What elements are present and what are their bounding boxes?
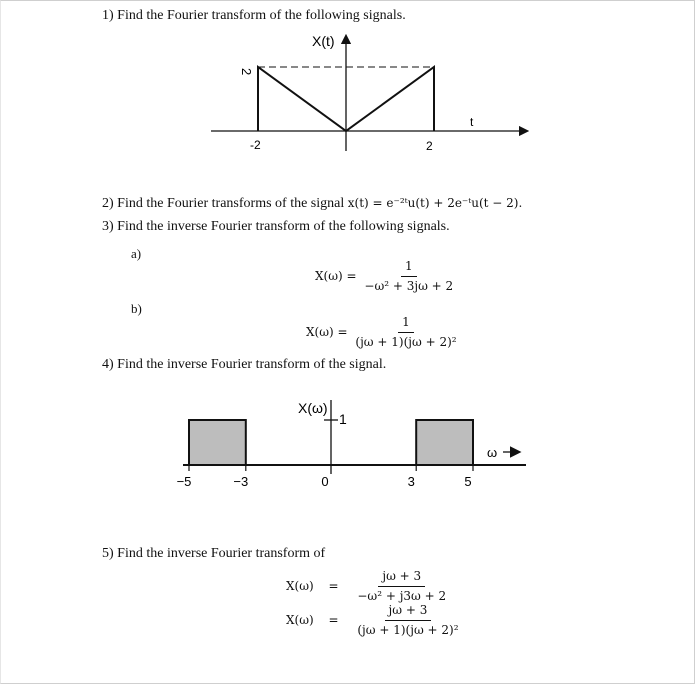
omega-tick-label: 5 [464, 474, 472, 489]
formula-3b-lhs: X(ω) = [306, 325, 348, 339]
y-axis-label: X(t) [312, 33, 335, 49]
formula-3a-numerator: 1 [401, 259, 417, 277]
formula-3a [315, 259, 457, 294]
formula-5-1 [286, 569, 450, 604]
formula-3a-fraction [360, 259, 457, 294]
formula-5-1-equals: = [328, 579, 339, 593]
question-1 [102, 8, 406, 24]
formula-5-2-equals: = [328, 613, 339, 627]
omega-axis-label: ω [487, 445, 498, 460]
omega-tick-label: −3 [233, 474, 249, 489]
omega-tick-label: 0 [321, 474, 329, 489]
question-3-number: 3) [102, 219, 114, 234]
question-3 [102, 219, 450, 235]
formula-3b [306, 315, 461, 350]
omega-tick-label: 3 [407, 474, 415, 489]
formula-3a-lhs: X(ω) = [315, 269, 357, 283]
question-2 [102, 196, 522, 212]
formula-5-2-numerator: jω + 3 [385, 603, 432, 621]
formula-3b-denominator: (jω + 1)(jω + 2)² [355, 335, 457, 349]
part-b-label: b) [131, 301, 142, 316]
signal-graph-xt [206, 31, 531, 156]
formula-5-1-numerator: jω + 3 [378, 569, 425, 587]
formula-5-1-denominator: −ω² + j3ω + 2 [357, 589, 447, 603]
vertical-axis-label: X(ω) [298, 400, 328, 416]
question-1-text: Find the Fourier transform of the following signals. [117, 8, 406, 23]
question-4-text: Find the inverse Fourier transform of the signal. [117, 357, 387, 372]
question-2-number: 2) [102, 196, 114, 211]
formula-3a-denominator: −ω² + 3jω + 2 [364, 279, 454, 293]
question-1-number: 1) [102, 8, 114, 23]
question-4 [102, 357, 386, 373]
question-2-formula: x(t) = e⁻²ᵗu(t) + 2e⁻ᵗu(t − 2). [347, 196, 523, 210]
x-tick-label-neg2: -2 [250, 138, 261, 152]
formula-5-2 [286, 603, 463, 638]
formula-5-2-fraction [353, 603, 462, 638]
formula-5-2-denominator: (jω + 1)(jω + 2)² [357, 623, 459, 637]
question-5-text: Find the inverse Fourier transform of [117, 546, 326, 561]
question-5 [102, 546, 325, 562]
x-axis-label: t [470, 115, 474, 129]
y-tick-label-2: 2 [239, 68, 254, 76]
formula-5-1-lhs: X(ω) [286, 579, 314, 593]
formula-5-2-lhs: X(ω) [286, 613, 314, 627]
x-tick-label-2: 2 [426, 139, 433, 153]
omega-tick-label: −5 [176, 474, 192, 489]
formula-5-1-fraction [353, 569, 450, 604]
spectrum-graph-xw [176, 394, 531, 496]
question-5-number: 5) [102, 546, 114, 561]
question-2-text: Find the Fourier transforms of the signal [117, 196, 345, 211]
spectrum-pulse-1 [189, 420, 246, 465]
part-a-label: a) [131, 246, 142, 261]
formula-3b-numerator: 1 [398, 315, 414, 333]
spectrum-pulse-2 [416, 420, 473, 465]
question-4-number: 4) [102, 357, 114, 372]
question-3-text: Find the inverse Fourier transform of the following signals. [117, 219, 450, 234]
formula-3b-fraction [351, 315, 460, 350]
level-label-1: 1 [339, 411, 347, 427]
